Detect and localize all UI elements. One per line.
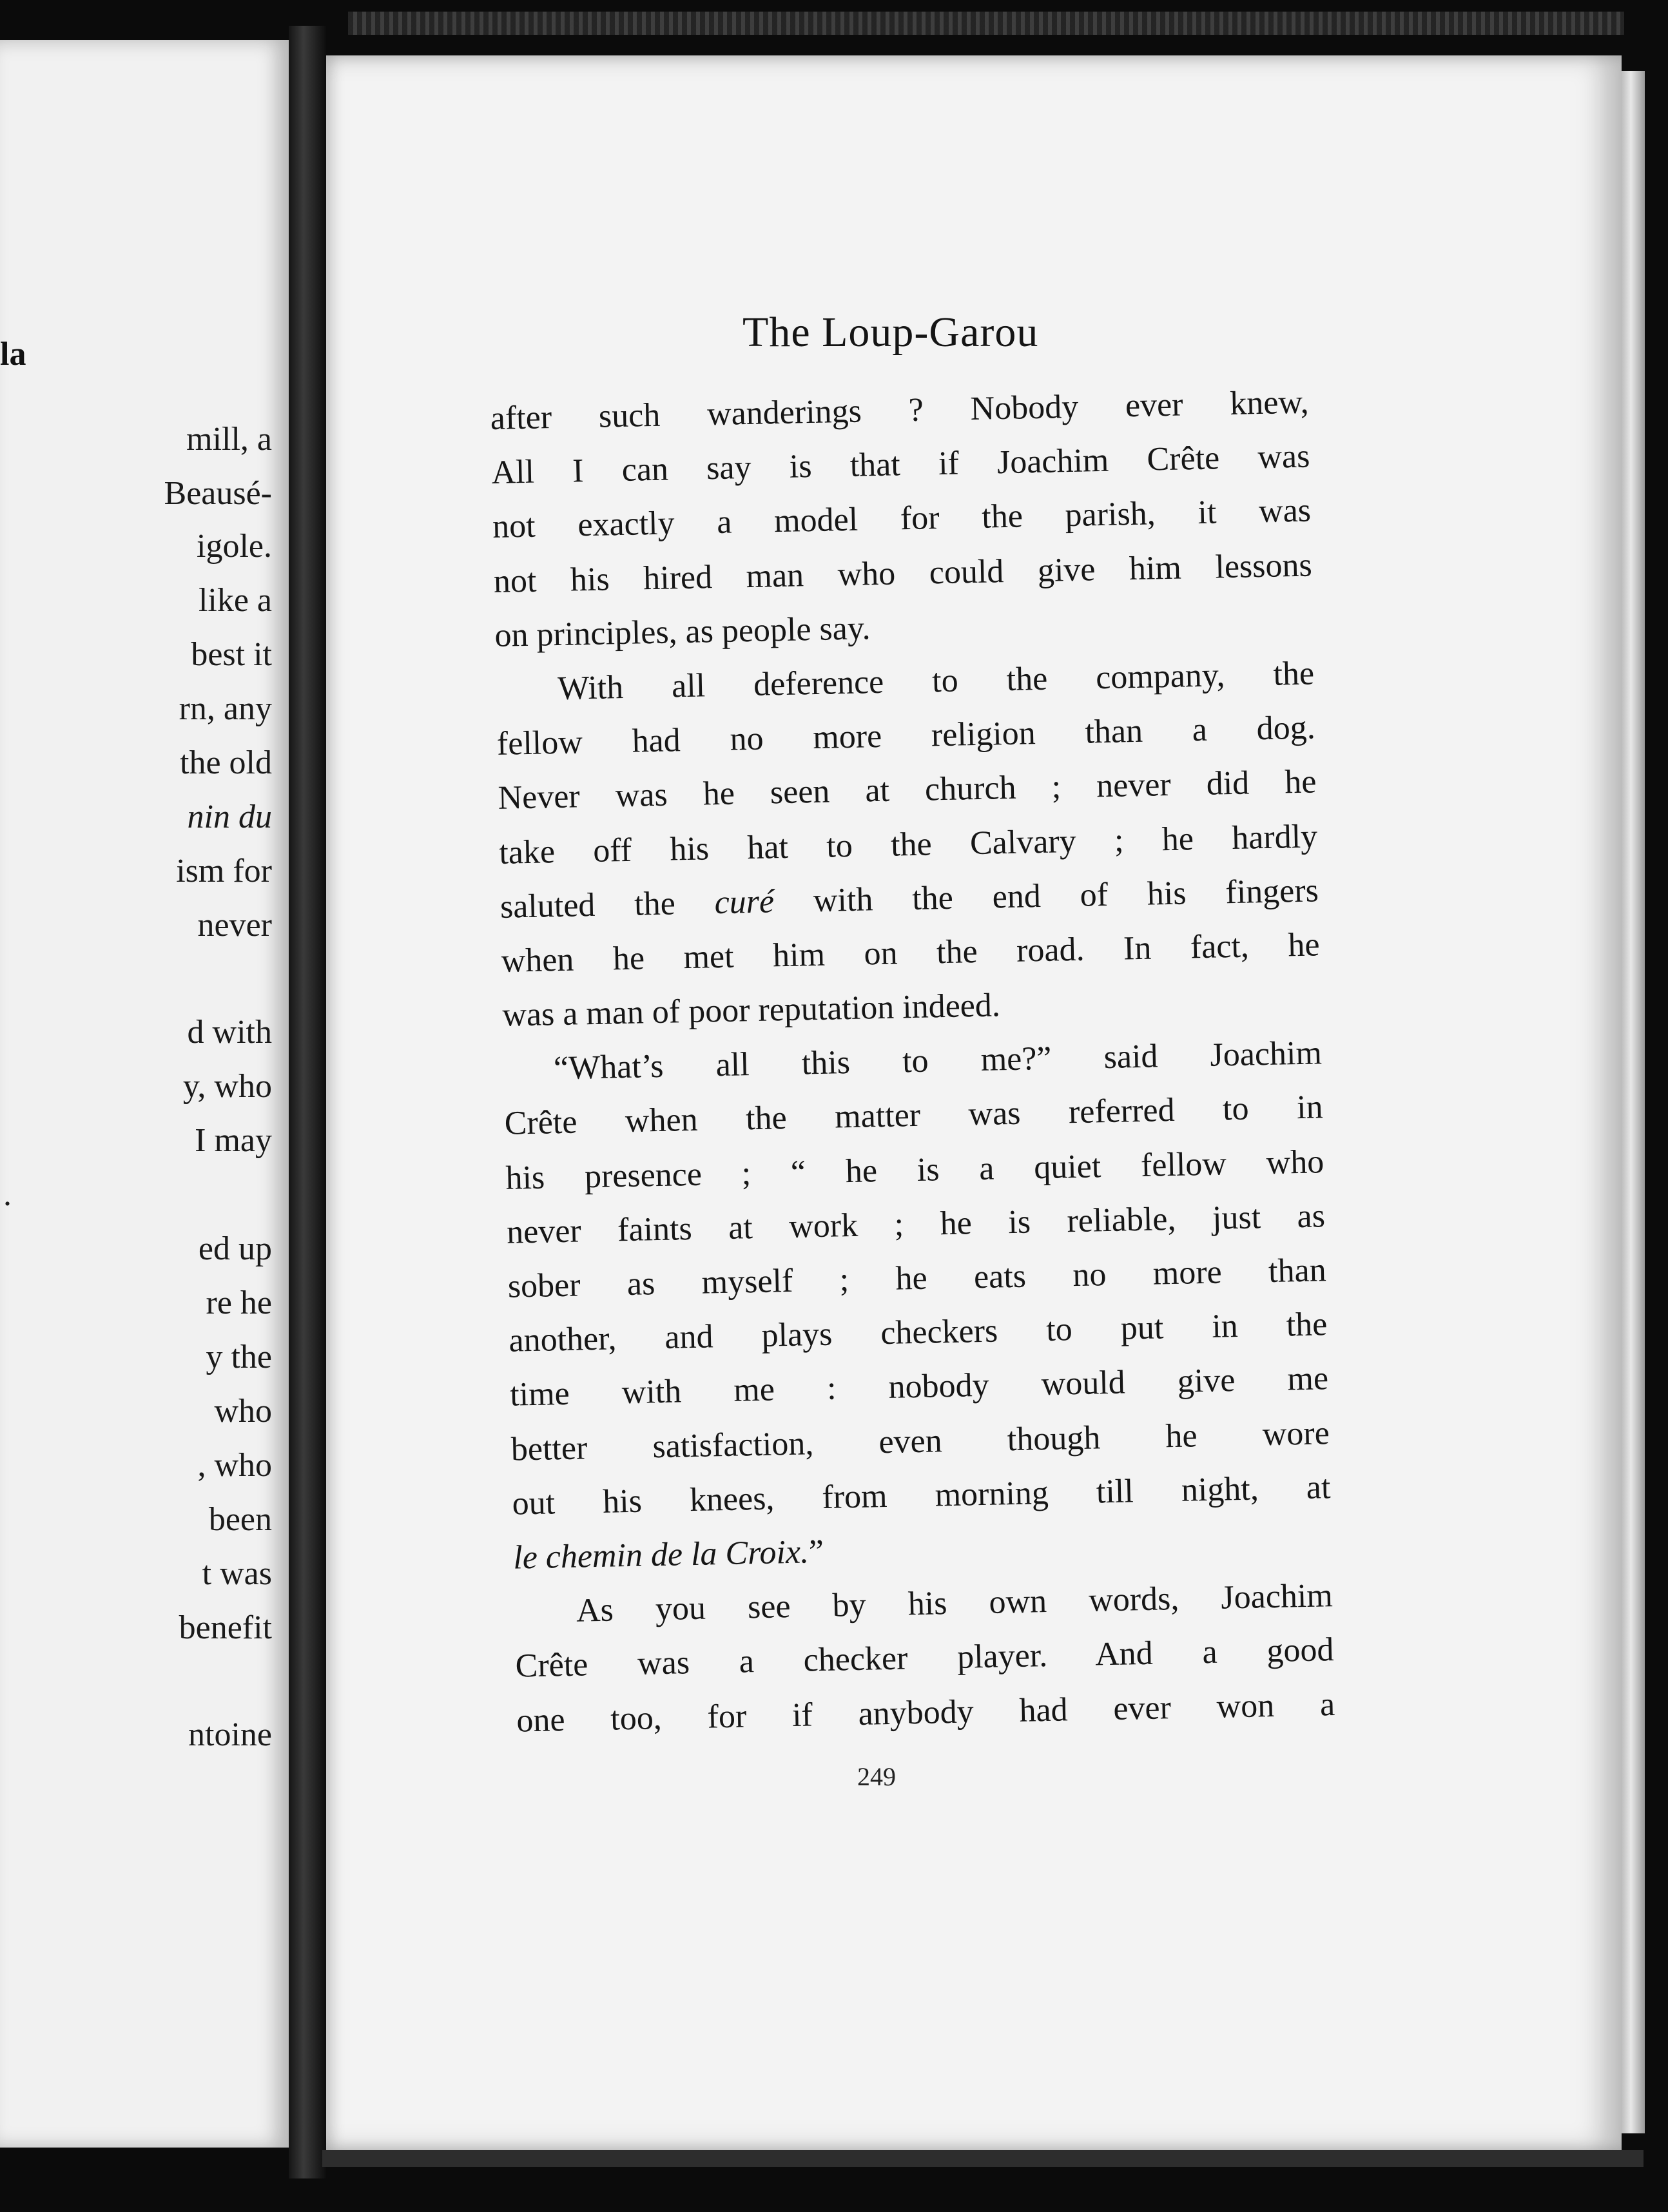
left-page-header: la: [0, 336, 26, 373]
text-line: better satisfaction, even though he wore: [510, 1414, 1330, 1468]
closing-quote: ”: [808, 1533, 824, 1571]
left-page-line: nin du: [187, 799, 272, 835]
left-page-line: ntoine: [188, 1716, 272, 1753]
text-line: Never was he seen at church ; never did he: [498, 763, 1317, 817]
left-page-line: y the: [206, 1339, 272, 1375]
left-page-line: t was: [202, 1555, 272, 1592]
text-line: “What’s all this to me?” said Joachim: [553, 1034, 1323, 1087]
left-page-line: igole.: [197, 528, 272, 565]
left-page-line: ism for: [176, 853, 272, 889]
text-run: with the end of his fingers: [813, 872, 1319, 919]
text-line: on principles, as people say.: [494, 609, 871, 654]
book-gutter: [289, 26, 326, 2178]
left-page-line: ed up: [198, 1230, 272, 1267]
text-line: when he met him on the road. In fact, he: [501, 926, 1321, 980]
left-page-line: never: [197, 907, 272, 944]
left-page-line: the old: [180, 744, 272, 781]
text-line: All I can say is that if Joachim Crête was: [490, 438, 1310, 492]
running-head: The Loup-Garou: [742, 309, 1039, 356]
text-run: saluted the: [499, 885, 676, 926]
text-line: sober as myself ; he eats no more than: [507, 1252, 1327, 1305]
text-line: With all deference to the company, the: [557, 655, 1315, 707]
text-line: was a man of poor reputation indeed.: [501, 987, 1001, 1034]
text-line: Crête was a checker player. And a good: [515, 1631, 1335, 1685]
left-page-line: , who: [197, 1447, 272, 1484]
left-page: [0, 40, 289, 2148]
text-line: take off his hat to the Calvary ; he hardly: [498, 817, 1318, 871]
top-binding-edge: [348, 12, 1624, 35]
text-line: his presence ; “ he is a quiet fellow who: [505, 1143, 1324, 1197]
text-line: time with me : nobody would give me: [509, 1360, 1329, 1414]
italic-phrase: le chemin de la Croix.: [512, 1533, 810, 1577]
left-page-line: y, who: [182, 1068, 272, 1105]
left-page-line: d with: [187, 1014, 272, 1051]
text-line: after such wanderings ? Nobody ever knew,: [490, 383, 1310, 437]
text-line: Crête when the matter was referred to in: [504, 1089, 1324, 1143]
text-line: never faints at work ; he is reliable, just as: [506, 1198, 1326, 1251]
text-line: not his hired man who could give him lessons: [493, 547, 1313, 600]
text-line: one too, for if anybody had ever won a: [516, 1685, 1335, 1740]
left-page-line: Beausé-: [164, 475, 272, 512]
text-line: out his knees, from morning till night, at: [512, 1468, 1331, 1522]
left-page-line: re he: [206, 1285, 272, 1321]
page-fore-edge: [1622, 71, 1645, 2133]
text-line: not exactly a model for the parish, it was: [492, 492, 1312, 546]
left-page-line: I may: [195, 1122, 272, 1159]
text-line: fellow had no more religion than a dog.: [496, 709, 1316, 763]
text-line: As you see by his own words, Joachim: [576, 1577, 1333, 1629]
left-page-line: like a: [198, 582, 272, 619]
left-page-line: .: [3, 1176, 12, 1213]
left-page-line: been: [208, 1501, 272, 1538]
italic-word: curé: [714, 883, 775, 921]
left-page-line: best it: [191, 636, 272, 673]
page-number: 249: [857, 1762, 896, 1791]
text-line: another, and plays checkers to put in the: [508, 1306, 1328, 1359]
bottom-binding-edge: [322, 2150, 1644, 2167]
left-page-line: who: [214, 1393, 272, 1430]
left-page-line: mill, a: [186, 421, 272, 458]
left-page-line: rn, any: [179, 690, 272, 727]
body-text: [490, 376, 1335, 1749]
left-page-line: benefit: [179, 1609, 272, 1646]
